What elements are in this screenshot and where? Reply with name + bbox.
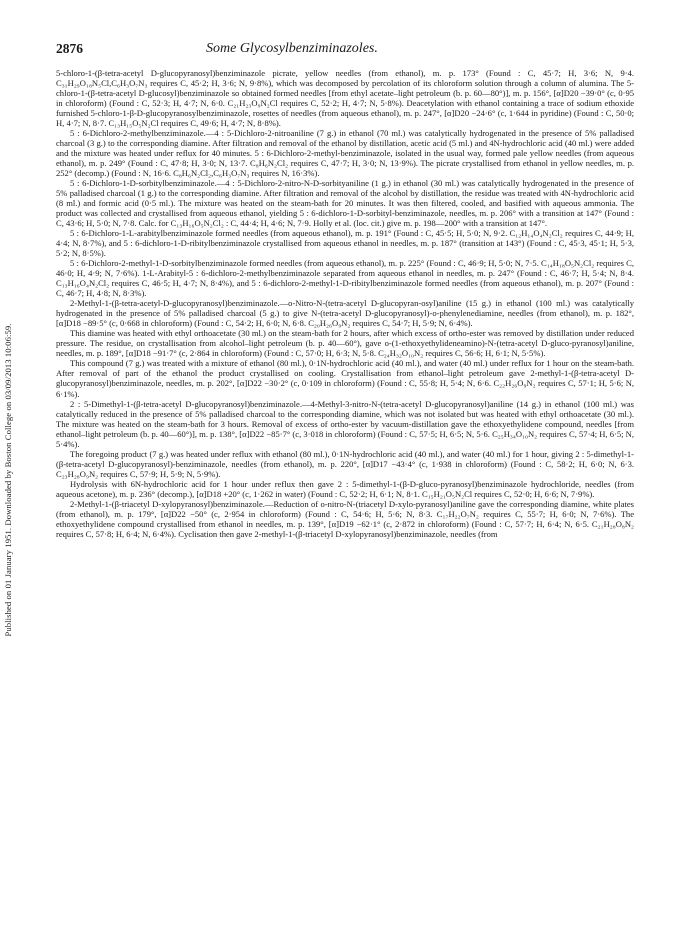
paragraph: 5 : 6-Dichloro-1-L-arabitylbenziminazole formed needles (from aqueous ethanol), m. p. 191° (Found : C, 45·5; H, 5·0; N, 9·2. C₁₂H₁₄O₄N₂Cl₂ requires C, 44·9; H, 4·4; N, 8·7%), and 5 : 6-dichloro-1-D-ribitylbenziminazole crystallised from aqueous ethanol in needles, m. p. 187° (transition at 143°) (Found : C, 45·3, 45·1; H, 5·3, 5·2; N, 8·5%).: [56, 228, 634, 259]
paragraph: This compound (7 g.) was treated with a mixture of ethanol (80 ml.), 0·1N-hydrochloric acid (40 ml.), and water (40 ml.) under reflux for 1 hour on the steam-bath. After removal of part of the ethanol the product crystallised on cooling. Crystallisation from ethanol–light petroleum gave 2-methyl-1-(β-tetra-acetyl D-glucopyranosyl)benziminazole, needles, m. p. 202°, [α]D22 −30·2° (c, 0·109 in chloroform) (Found : C, 55·8; H, 5·4; N, 6·6. C₂₂H₂₆O₉N₂ requires C, 57·1; H, 5·6; N, 6·1%).: [56, 358, 634, 399]
paragraph: 5 : 6-Dichloro-2-methyl-1-D-sorbitylbenziminazole formed needles (from aqueous ethanol), m. p. 225° (Found : C, 46·9; H, 5·0; N, 7·5. C₁₄H₁₈O₅N₂Cl₂ requires C, 46·0; H, 4·9; N, 7·6%). 1-L-Arabityl-5 : 6-dichloro-2-methylbenziminazole separated from aqueous ethanol in needles, m. p. 247° (Found : C, 46·7; H, 5·4; N, 8·4. C₁₃H₁₆O₄N₂Cl₂ requires C, 46·5; H, 4·7; N, 8·4%), and 5 : 6-dichloro-2-methyl-1-D-ribitylbenziminazole formed needles (from aqueous ethanol), m. p. 207° (Found : C, 46·7; H, 4·8; N, 8·3%).: [56, 258, 634, 299]
download-notice: Published on 01 January 1951. Downloaded by Boston College on 03/09/2013 10:06:59.: [3, 323, 13, 637]
page-header: [56, 41, 634, 57]
paragraph: 2 : 5-Dimethyl-1-(β-tetra-acetyl D-glucopyranosyl)benziminazole.—4-Methyl-3-nitro-N-(tetra-acetyl D-glucopyranosyl)aniline (14 g.) in ethanol (100 ml.) was catalytically reduced in the presence of 5% palladised charcoal to the corresponding diamine, which was not isolated but was heated with ethyl orthoacetate (30 ml.). The mixture was heated on the steam-bath for 3 hours. Removal of excess of ortho-ester by vacuum-distillation gave the ethoxyethylidene compound, needles [from ethanol–light petroleum (b. p. 40—60°)], m. p. 138°, [α]D22 −85·7° (c, 3·018 in chloroform) (Found : C, 57·5; H, 6·5; N, 5·6. C₂₅H₃₄O₁₀N₂ requires C, 57·4; H, 6·5; N, 5·4%).: [56, 398, 634, 449]
paragraph: 5 : 6-Dichloro-1-D-sorbitylbenziminazole.—4 : 5-Dichloro-2-nitro-N-D-sorbityaniline (1 g.) in ethanol (30 ml.) was catalytically hydrogenated in the presence of 5% palladised charcoal (1 g.) to the corresponding diamine. After filtration and removal of the alcohol by distillation, the residue was treated with 4N-hydrochloric acid (8 ml.) and formic acid (0·5 ml.). The mixture was heated on the steam-bath for 20 minutes. It was then filtered, cooled, and basified with aqueous ammonia. The product was collected and crystallised from aqueous ethanol, yielding 5 : 6-dichloro-1-D-sorbityl-benziminazole, needles, m. p. 206° with a transition at 147° (Found : C, 43·6; H, 5·0; N, 7·8. Calc. for C₁₃H₁₆O₅N₂Cl₂ : C, 44·4; H, 4·6; N, 7·9. Holly et al. (loc. cit.) give m. p. 198—200° with a transition at 147°.: [56, 178, 634, 229]
paragraph: 5-chloro-1-(β-tetra-acetyl D-glucopyranosyl)benziminazole picrate, yellow needles (from ethanol), m. p. 173° (Found : C, 45·7; H, 3·6; N, 9·4. C₃₁H₂₉O₁₈N₅Cl,C₆H₃O₇N₃ requires C, 45·2; H, 3·6; N, 9·8%), which was decomposed by percolation of its chloroform solution through a column of alumina. The 5-chloro-1-(β-tetra-acetyl D-glucosyl)benziminazole so obtained formed needles [from ethyl acetate–light petroleum (b. p. 60—80°)], m. p. 156°, [α]D20 −39·0° (c, 0·95 in chloroform) (Found : C, 52·3; H, 4·7; N, 6·0. C₂₁H₂₃O₉N₂Cl requires C, 52·2; H, 4·7; N, 5·8%). Deacetylation with ethanol containing a trace of sodium ethoxide furnished 5-chloro-1-β-D-glucopyranosylbenziminazole, rosettes of needles (from aqueous ethanol), m. p. 247°, [α]D20 −24·6° (c, 1·644 in pyridine) (Found : C, 50·0; H, 4·7; N, 8·7. C₁₃H₁₅O₅N₂Cl requires C, 49·6; H, 4·7; N, 8·8%).: [56, 68, 634, 129]
paragraph: The foregoing product (7 g.) was heated under reflux with ethanol (80 ml.), 0·1N-hydrochloric acid (40 ml.), and water (40 ml.) for 1 hour, giving 2 : 5-dimethyl-1-(β-tetra-acetyl D-glucopyranosyl)-benziminazole, needles (from ethanol), m. p. 220°, [α]D17 −43·4° (c, 1·938 in chloroform) (Found : C, 58·2; H, 6·0; N, 6·3. C₂₃H₂₈O₉N₂ requires C, 57·9; H, 5·9; N, 5·9%).: [56, 448, 634, 479]
article-body: [56, 68, 634, 913]
page-number: 2876: [56, 41, 83, 56]
paragraph: This diamine was heated with ethyl orthoacetate (30 ml.) on the steam-bath for 2 hours, after which excess of ortho-ester was removed by distillation under reduced pressure. The residue, on crystallisation from alcohol–light petroleum (b. p. 40—60°), gave o-(1-ethoxyethylideneamino)-N-(tetra-acetyl D-gluco-pyranosyl)aniline, needles, m. p. 189°, [α]D18 −91·7° (c, 2·864 in chloroform) (Found : C, 57·0; H, 6·3; N, 5·8. C₂₄H₃₂O₁₀N₂ requires C, 56·6; H, 6·1; N, 5·5%).: [56, 328, 634, 359]
download-sidebar: [0, 140, 16, 820]
running-title: Some Glycosylbenziminazoles.: [206, 41, 378, 56]
paragraph: Hydrolysis with 6N-hydrochloric acid for 1 hour under reflux then gave 2 : 5-dimethyl-1-(β-D-gluco-pyranosyl)benziminazole hydrochloride, needles (from aqueous acetone), m. p. 236° (decomp.), [α]D18 +20° (c, 1·262 in water) (Found : C, 52·2; H, 6·1; N, 8·1. C₁₅H₂₁O₅N₂Cl requires C, 52·0; H, 6·6; N, 7·9%).: [56, 478, 634, 499]
paragraph: 2-Methyl-1-(β-triacetyl D-xylopyranosyl)benziminazole.—Reduction of o-nitro-N-(triacetyl D-xylo-pyranosyl)aniline gave the corresponding diamine, white plates (from ethanol), m. p. 179°, [α]D22 −50° (c, 2·954 in chloroform) (Found : C, 54·6; H, 5·6; N, 8·3. C₁₇H₂₂O₇N₂ requires C, 55·7; H, 6·0; N, 7·6%). The ethoxyethylidene compound crystallised from ethanol in needles, m. p. 139°, [α]D19 −62·1° (c, 2·872 in chloroform) (Found : C, 57·7; H, 6·4; N, 6·5. C₂₁H₂₈O₈N₂ requires C, 57·8; H, 6·4; N, 6·4%). Cyclisation then gave 2-methyl-1-(β-triacetyl D-xylopyranosyl)benziminazole, needles (from: [56, 498, 634, 539]
paragraph: 5 : 6-Dichloro-2-methylbenziminazole.—4 : 5-Dichloro-2-nitroaniline (7 g.) in ethanol (70 ml.) was catalytically hydrogenated in the presence of 5% palladised charcoal (3 g.) to the corresponding diamine. After filtration and removal of the ethanol by distillation, acetic acid (5 ml.) and 4N-hydrochloric acid (40 ml.) were added and the mixture was heated under reflux for 40 minutes. 5 : 6-Dichloro-2-methyl-benziminazole, isolated in the usual way, formed pale yellow needles (from aqueous ethanol), m. p. 249° (Found : C, 47·8; H, 3·0; N, 13·7. C₈H₆N₂Cl₂ requires C, 47·7; H, 3·0; N, 13·9%). The picrate crystallised from ethanol in yellow needles, m. p. 252° (decomp.) (Found : N, 16·6. C₈H₆N₂Cl₂,C₆H₃O₇N₃ requires N, 16·3%).: [56, 128, 634, 179]
paragraph: 2-Methyl-1-(β-tetra-acetyl-D-glucopyranosyl)benziminazole.—o-Nitro-N-(tetra-acetyl D-glucopyran-osyl)aniline (15 g.) in ethanol (100 ml.) was catalytically hydrogenated in the presence of 5% palladised charcoal (5 g.) to give N-(tetra-acetyl D-glucopyranosyl)-o-phenylenediamine, needles (from ethanol), m. p. 182°, [α]D18 −89·5° (c, 0·668 in chloroform) (Found : C, 54·2; H, 6·0; N, 6·8. C₂₀H₂₆O₉N₂ requires C, 54·7; H, 5·9; N, 6·4%).: [56, 298, 634, 329]
